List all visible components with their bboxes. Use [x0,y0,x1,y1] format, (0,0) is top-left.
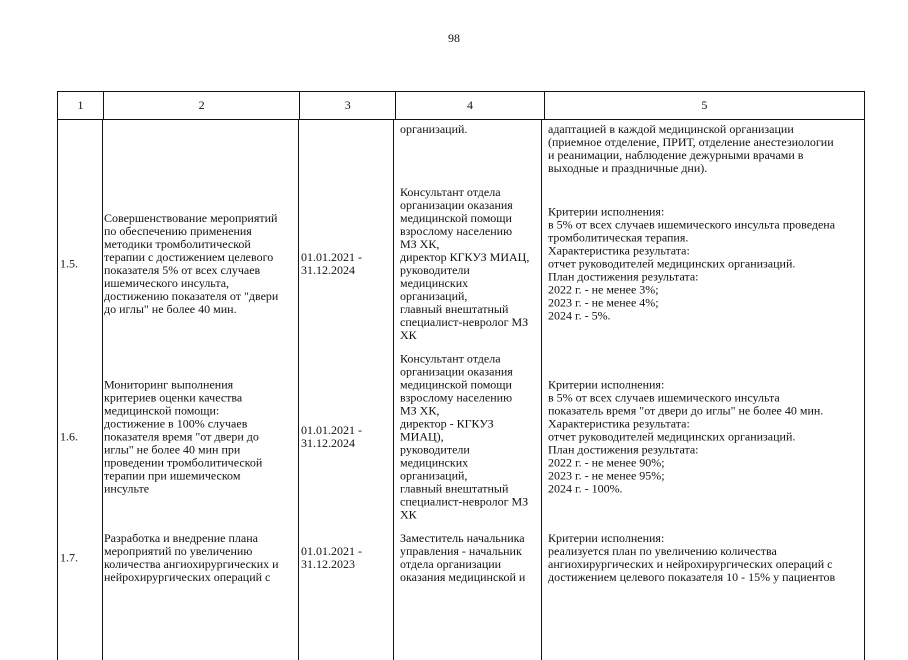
header-col-2: 2 [103,92,300,119]
row-1-6-number: 1.6. [60,429,78,444]
row-1-5-title: Совершенствование мероприятий по обеспечению применения методики тромболитической терапии с достижением целевого показателя 5% от всех случаев ишемического инсульта, достижению показателя от "двери до иглы" не более 40 мин. [104,211,279,316]
document-table [57,91,865,660]
column-divider [298,120,299,660]
continuation-result: адаптацией в каждой медицинской организации (приемное отделение, ПРИТ, отделение анестезиологии и реанимации, наблюдение дежурными врачами в выходные и праздничные дни). [548,122,834,175]
column-divider [864,120,865,660]
table-body [57,120,865,660]
row-1-6-period: 01.01.2021 - 31.12.2024 [301,423,362,450]
row-1-5-result: Критерии исполнения: в 5% от всех случаев ишемического инсульта проведена тромболитическая терапия. Характеристика результата: отчет руководителей медицинских организаций. План достижения результата: 2022 г. - не менее 3%; 2023 г. - не менее 4%; 2024 г. - 5%. [548,204,836,323]
row-1-7-period: 01.01.2021 - 31.12.2023 [301,544,362,571]
column-divider [541,120,542,660]
row-1-5-period: 01.01.2021 - 31.12.2024 [301,250,362,277]
continuation-responsible: организаций. [400,122,468,136]
header-col-5: 5 [544,92,865,119]
row-1-7-title: Разработка и внедрение плана мероприятий по увеличению количества ангиохирургических и нейрохирургических операций с [104,531,279,584]
header-col-4: 4 [395,92,544,119]
page-number: 98 [448,31,460,45]
column-divider [57,120,58,660]
row-1-7-result: Критерии исполнения: реализуется план по увеличению количества ангиохирургических и нейрохирургических операций с достижением целевого показателя 10 - 15% у пациентов [548,531,836,584]
header-col-3: 3 [299,92,395,119]
row-1-6-responsible: Консультант отдела организации оказания медицинской помощи взрослому населению МЗ ХК, директор - КГКУЗ МИАЦ), руководители медицинских организаций, главный внештатный специалист-невролог МЗ ХК [400,351,529,522]
row-1-5-responsible: Консультант отдела организации оказания медицинской помощи взрослому населению МЗ ХК, директор КГКУЗ МИАЦ, руководители медицинских организаций, главный внештатный специалист-невролог МЗ ХК [400,185,530,342]
table-header [57,91,865,120]
row-1-6-result: Критерии исполнения: в 5% от всех случаев ишемического инсульта показатель время "от двери до иглы" не более 40 мин. Характеристика результата: отчет руководителей медицинских организаций. План достижения результата: 2022 г. - не менее 90%; 2023 г. - не менее 95%; 2024 г. - 100%. [548,377,824,496]
row-1-6-title: Мониторинг выполнения критериев оценки качества медицинской помощи: достижение в 100% случаев показателя время "от двери до иглы" не более 40 мин при проведении тромболитической терапии при ишемическом инсульте [104,377,263,496]
row-1-7-number: 1.7. [60,550,78,565]
row-1-7-responsible: Заместитель начальника управления - начальник отдела организации оказания медицинской и [400,531,526,584]
row-1-5-number: 1.5. [60,256,78,271]
header-col-1: 1 [57,92,103,119]
column-divider [393,120,394,660]
column-divider [102,120,103,660]
